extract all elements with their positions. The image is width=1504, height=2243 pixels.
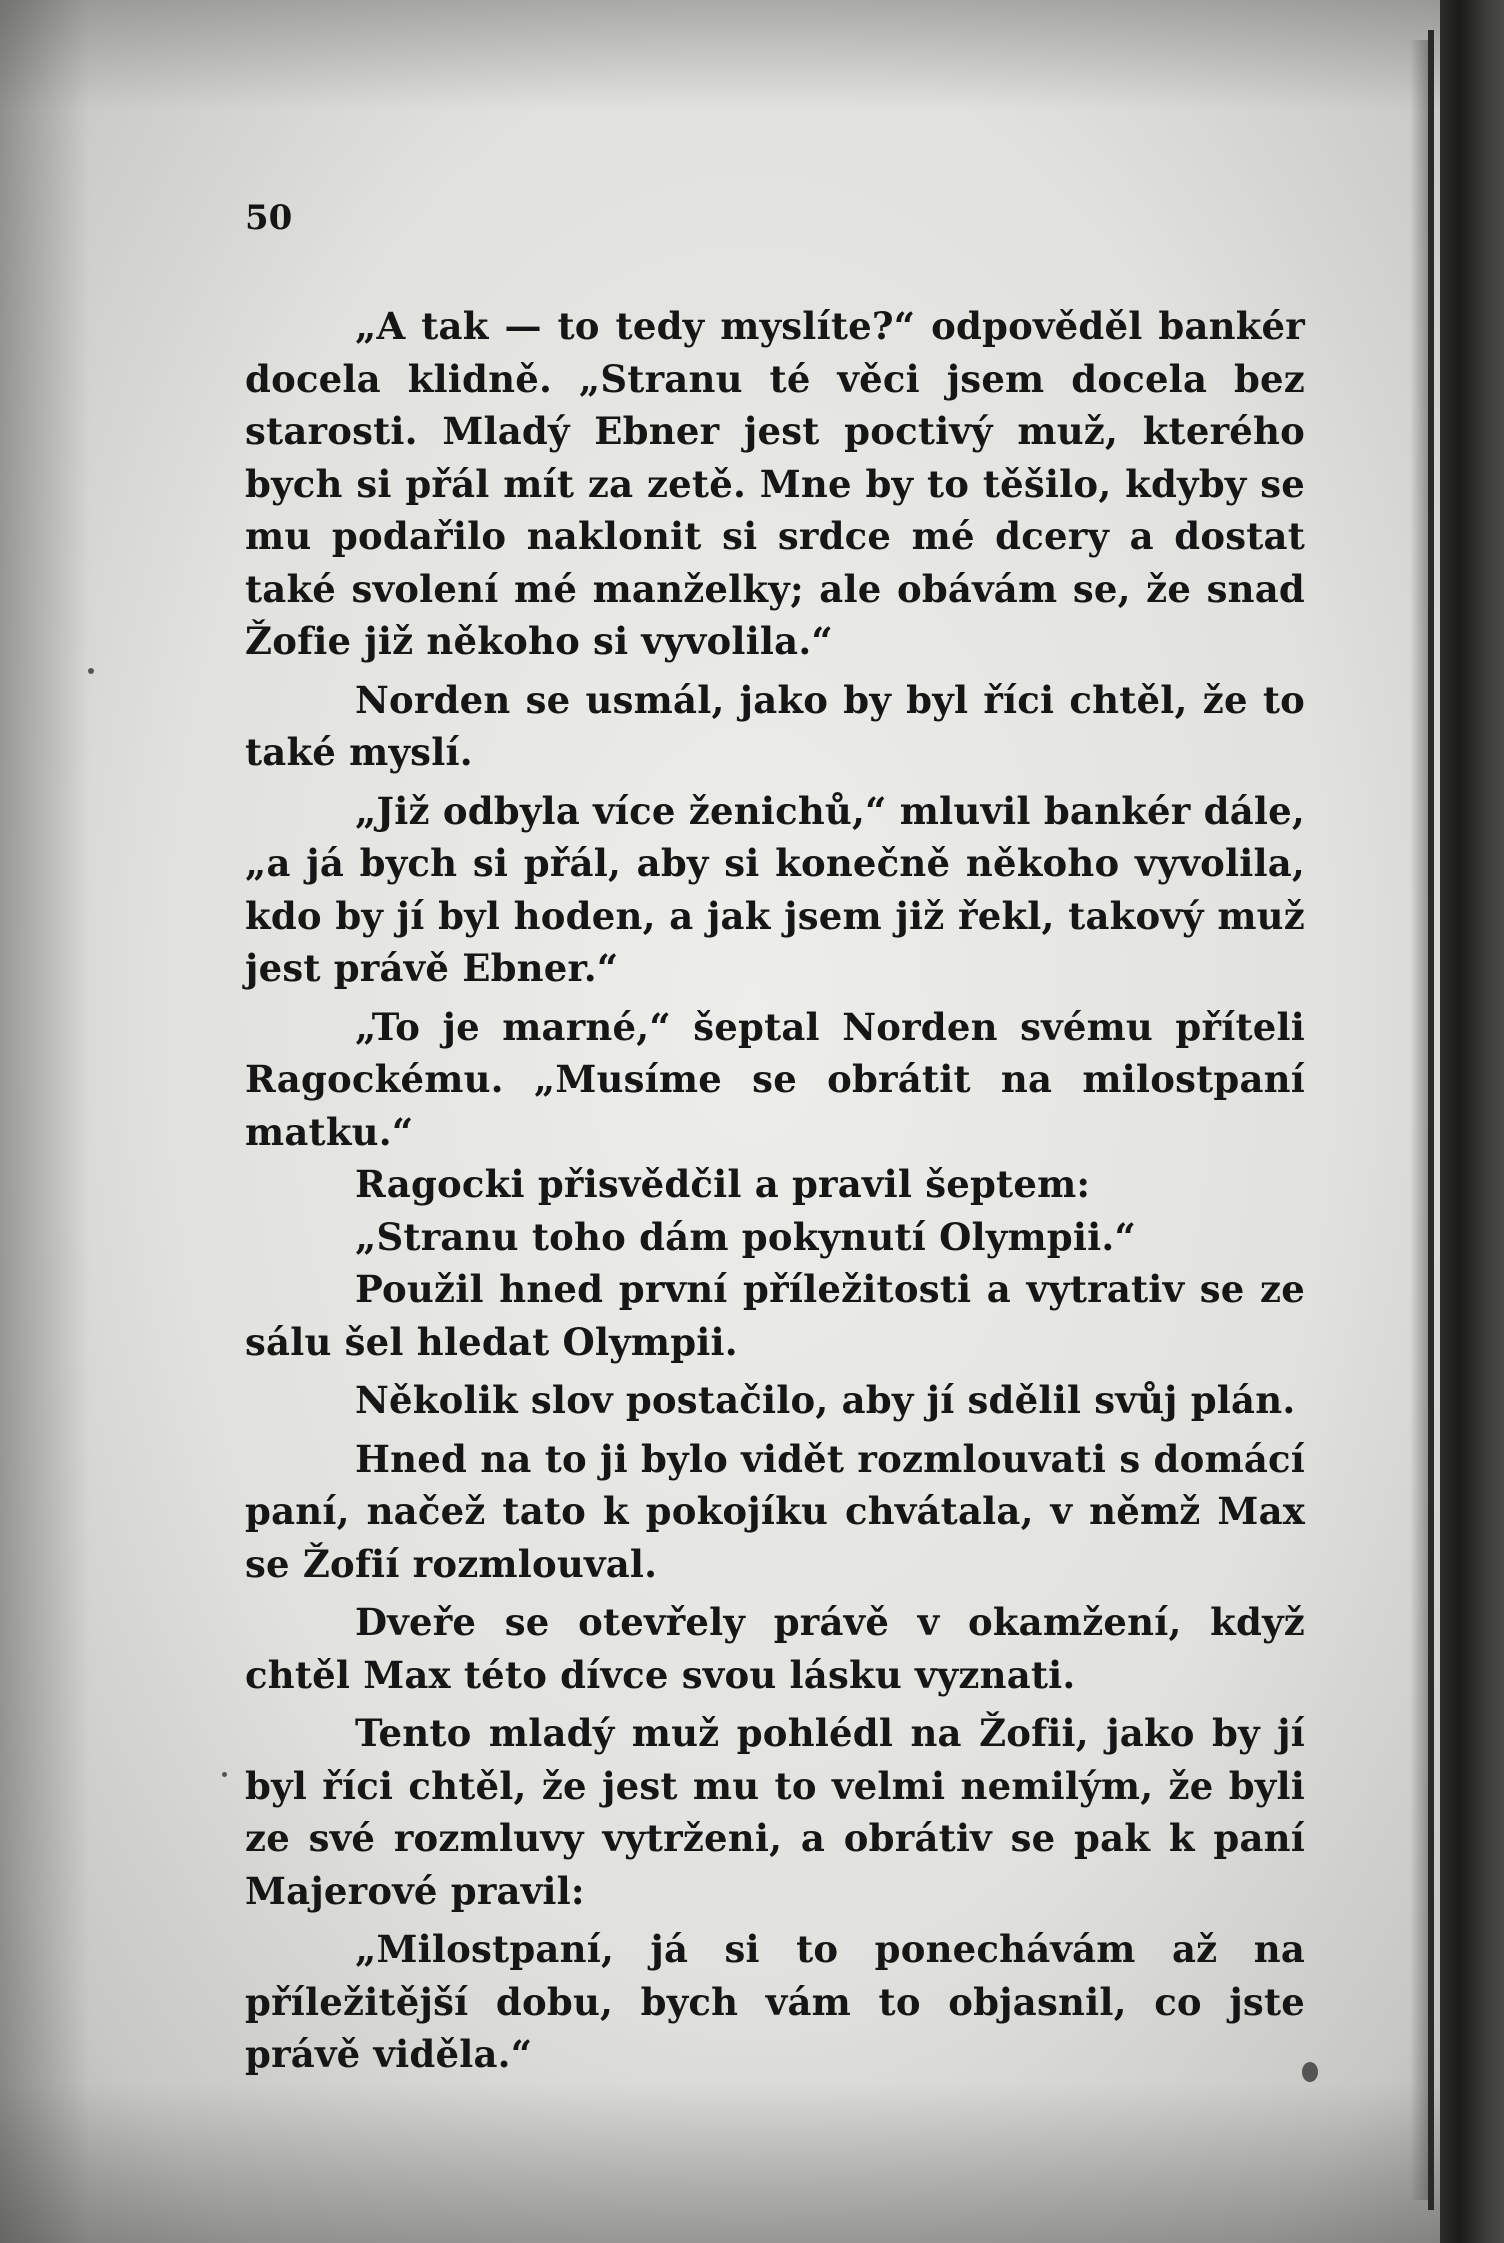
paragraph: „Milostpaní, já si to ponechávám až na příležitější dobu, bych vám to objasnil, co jste právě viděla.“ [245,1927,1305,2076]
paragraph: „A tak — to tedy myslíte?“ odpověděl bankér docela klidně. „Stranu té věci jsem docela bez starosti. Mladý Ebner jest poctivý muž, kterého bych si přál mít za zetě. Mne by to těšilo, kdyby se mu podařilo naklonit si srdce mé dcery a dostat také svolení mé manželky; ale obávám se, že snad Žofie již někoho si vyvolila.“ [245,304,1305,663]
scan-speck [222,1772,227,1777]
paragraph: Tento mladý muž pohlédl na Žofii, jako by jí byl říci chtěl, že jest mu to velmi nemilým, že byli ze své rozmluvy vytrženi, a obrátiv se pak k paní Majerové pravil: [245,1711,1305,1913]
paragraph: „Již odbyla více ženichů,“ mluvil bankér dále, „a já bych si přál, aby si konečně někoho vyvolila, kdo by jí byl hoden, a jak jsem již řekl, takový muž jest právě Ebner.“ [245,788,1305,990]
bottom-shadow [0,2083,1504,2243]
top-shadow [0,0,1504,110]
paragraph: Ragocki přisvědčil a pravil šeptem: [355,1162,1091,1206]
paragraph: Dveře se otevřely právě v okamžení, když chtěl Max této dívce svou lásku vyznati. [245,1600,1305,1697]
left-shadow [0,0,90,2243]
binding-edge [1440,0,1504,2243]
paragraph: „Stranu toho dám pokynutí Olympii.“ [355,1214,1136,1259]
paragraph: „To je marné,“ šeptal Norden svému příteli Ragockému. „Musíme se obrátit na milostpaní matku.“ [245,1004,1305,1154]
page-edge-fray [1410,40,1428,2200]
paragraph: Hned na to ji bylo vidět rozmlouvati s domácí paní, načež tato k pokojíku chvátala, v němž Max se Žofií rozmlouval. [245,1436,1305,1586]
scan-speck [88,668,94,674]
page-edge-line [1428,30,1434,2210]
paragraph: Několik slov postačilo, aby jí sdělil svůj plán. [355,1378,1296,1422]
paragraph: Použil hned první příležitosti a vytrativ se ze sálu šel hledat Olympii. [245,1267,1305,1364]
paragraph: Norden se usmál, jako by byl říci chtěl, že to také myslí. [245,677,1305,774]
page-number: 50 [245,198,293,238]
body-text [245,300,1305,2081]
